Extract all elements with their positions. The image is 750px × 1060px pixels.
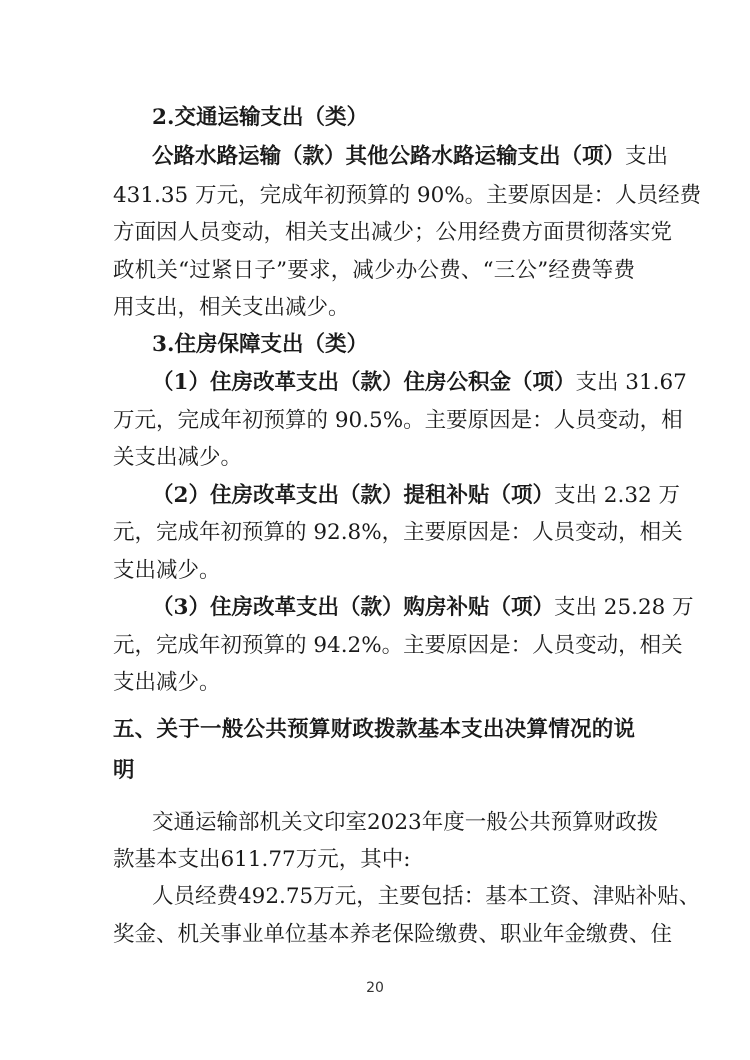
item-lead: 公路水路运输（款）其他公路水路运输支出（项） <box>152 144 626 169</box>
paragraph-line: 方面因人员变动，相关支出减少；公用经费方面贯彻落实党 <box>113 220 673 245</box>
page-number: 20 <box>366 980 384 996</box>
paragraph-line <box>152 368 687 398</box>
paragraph-line: 支出减少。 <box>113 670 221 695</box>
item-lead: （1）住房改革支出（款）住房公积金（项） <box>152 370 576 395</box>
paragraph-line: 款基本支出611.77万元，其中: <box>113 847 411 872</box>
item-text: 支出 <box>625 144 669 169</box>
paragraph-line: 元，完成年初预算的 94.2%。主要原因是：人员变动，相关 <box>113 633 683 658</box>
paragraph-line: 交通运输部机关文印室2023年度一般公共预算财政拨 <box>152 810 659 835</box>
heading-housing-expenditure: 3.住房保障支出（类） <box>152 332 368 357</box>
item-lead: （3）住房改革支出（款）购房补贴（项） <box>152 595 554 620</box>
paragraph-line: 人员经费492.75万元，主要包括：基本工资、津贴补贴、 <box>152 884 701 909</box>
heading-transport-expenditure: 2.交通运输支出（类） <box>152 105 368 130</box>
item-text: 支出 2.32 万 <box>553 483 681 508</box>
paragraph-line: 支出减少。 <box>113 558 221 583</box>
paragraph-line: 用支出，相关支出减少。 <box>113 295 350 320</box>
section-heading: 明 <box>113 758 135 783</box>
item-text: 支出 25.28 万 <box>553 595 694 620</box>
paragraph-line: 431.35 万元，完成年初预算的 90%。主要原因是：人员经费 <box>113 183 702 208</box>
paragraph-line: 元，完成年初预算的 92.8%，主要原因是：人员变动，相关 <box>113 520 683 545</box>
paragraph-line <box>152 481 681 511</box>
section-heading: 五、关于一般公共预算财政拨款基本支出决算情况的说 <box>113 717 635 742</box>
item-lead: （2）住房改革支出（款）提租补贴（项） <box>152 483 554 508</box>
paragraph-line: 政机关“过紧日子”要求，减少办公费、“三公”经费等费 <box>113 258 635 283</box>
paragraph-line: 万元，完成年初预算的 90.5%。主要原因是：人员变动，相 <box>113 408 683 433</box>
paragraph-line: 奖金、机关事业单位基本养老保险缴费、职业年金缴费、住 <box>113 922 673 947</box>
paragraph-line <box>152 593 694 623</box>
paragraph-line: 关支出减少。 <box>113 445 243 470</box>
paragraph-line <box>152 142 669 172</box>
item-text: 支出 31.67 <box>575 370 687 395</box>
